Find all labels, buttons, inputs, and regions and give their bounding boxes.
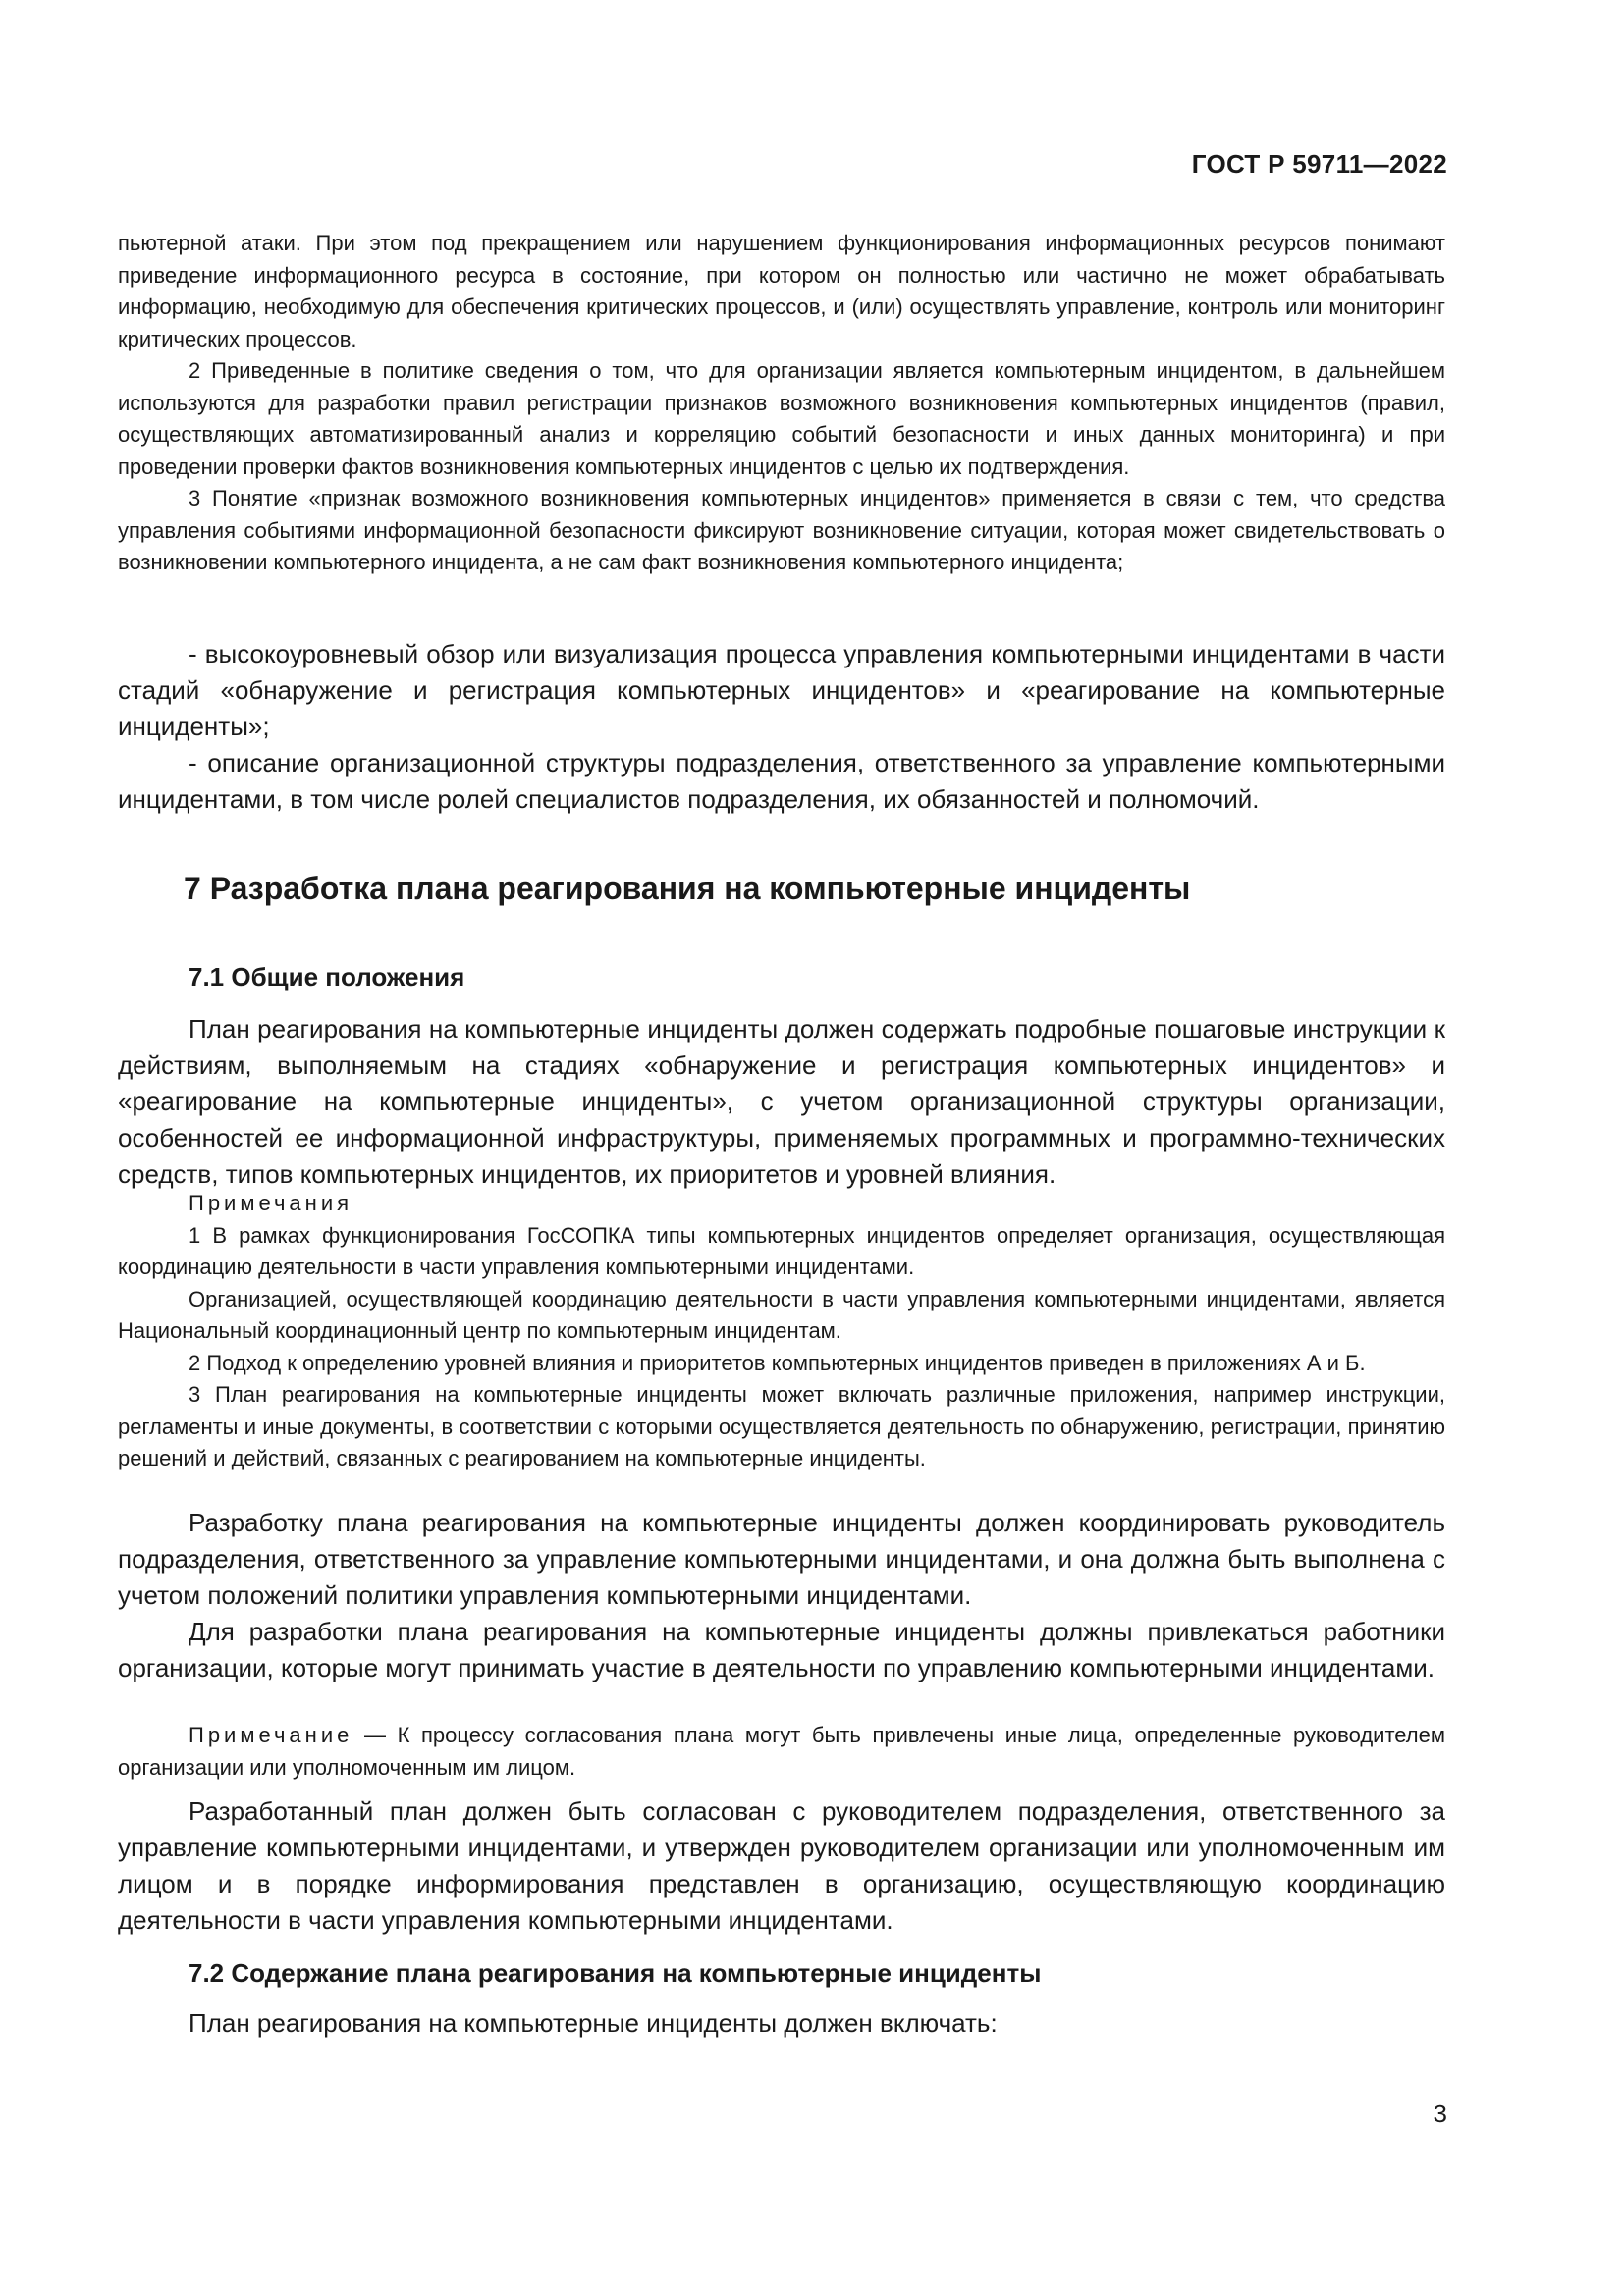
intro-notes <box>118 228 1445 579</box>
subsection-7-2-heading: 7.2 Содержание плана реагирования на компьютерные инциденты <box>189 1958 1042 1988</box>
paragraph-7-2-1: План реагирования на компьютерные инциденты должен включать: <box>189 2008 998 2038</box>
list-item: - описание организационной структуры подразделения, ответственного за управление компьютерными инцидентами, в том числе ролей специалистов подразделения, их обязанностей и полномочий. <box>118 748 1445 814</box>
notes-title: Примечания <box>189 1191 353 1215</box>
paragraph: Разработку плана реагирования на компьютерные инциденты должен координировать руководитель подразделения, ответственного за управление компьютерными инцидентами, и она должна быть выполнена с учетом положений политики управления компьютерными инцидентами. <box>118 1508 1445 1610</box>
note-item: Организацией, осуществляющей координацию деятельности в части управления компьютерными инцидентами, является Национальный координационный центр по компьютерным инцидентам. <box>118 1286 1445 1343</box>
subsection-7-1-heading: 7.1 Общие положения <box>189 962 465 991</box>
list-item: - высокоуровневый обзор или визуализация процесса управления компьютерными инцидентами в части стадий «обнаружение и регистрация компьютерных инцидентов» и «реагирование на компьютерные инциденты»; <box>118 639 1445 741</box>
paragraph: Для разработки плана реагирования на компьютерные инциденты должны привлекаться работники организации, которые могут принимать участие в деятельности по управлению компьютерными инцидентами. <box>118 1617 1445 1682</box>
note-item: 1 В рамках функционирования ГосСОПКА типы компьютерных инцидентов определяет организация, осуществляющая координацию деятельности в части управления компьютерными инцидентами. <box>118 1222 1445 1279</box>
paragraphs-7-1-2 <box>118 1505 1445 1686</box>
paragraph-7-1-1: План реагирования на компьютерные инциденты должен содержать подробные пошаговые инструкции к действиям, выполняемым на стадиях «обнаружение и регистрация компьютерных инцидентов» и «реагирование на компьютерные инциденты», с учетом организационной структуры организации, особенностей ее информационной инфраструктуры, применяемых программных и программно-технических средств, типов компьютерных инцидентов, их приоритетов и уровней влияния. <box>118 1014 1445 1189</box>
page-number: 3 <box>1433 2099 1447 2128</box>
note-single <box>118 1720 1445 1784</box>
document-number: ГОСТ Р 59711—2022 <box>1191 149 1447 179</box>
paragraph-7-1-4: Разработанный план должен быть согласован с руководителем подразделения, ответственного за управление компьютерными инцидентами, и утвержден руководителем организации или уполномоченным им лицом и в порядке информирования представлен в организацию, осуществляющую координацию деятельности в части управления компьютерными инцидентами. <box>118 1796 1445 1935</box>
note-item: 3 План реагирования на компьютерные инциденты может включать различные приложения, например инструкции, регламенты и иные документы, в соответствии с которыми осуществляется деятельность по обнаружению, регистрации, принятию решений и действий, связанных с реагированием на компьютерные инциденты. <box>118 1382 1445 1470</box>
note-label: Примечание <box>189 1723 353 1747</box>
note-item: 2 Подход к определению уровней влияния и приоритетов компьютерных инцидентов приведен в приложениях А и Б. <box>189 1350 1366 1375</box>
note-continuation: пьютерной атаки. При этом под прекращением или нарушением функционирования информационных ресурсов понимают приведение информационного ресурса в состояние, при котором он полностью или частично не может обрабатывать информацию, необходимую для обеспечения критических процессов, и (или) осуществлять управление, контроль или мониторинг критических процессов. <box>118 231 1445 351</box>
note-text: — К процессу согласования плана могут быть привлечены иные лица, определенные руководителем организации или уполномоченным им лицом. <box>118 1723 1445 1780</box>
section-7-heading: 7 Разработка плана реагирования на компьютерные инциденты <box>184 871 1191 906</box>
note-2: 2 Приведенные в политике сведения о том, что для организации является компьютерным инцидентом, в дальнейшем используются для разработки правил регистрации признаков возможного возникновения компьютерных инцидентов (правил, осуществляющих автоматизированный анализ и корреляцию событий безопасности и иных данных мониторинга) и при проведении проверки фактов возникновения компьютерных инцидентов с целью их подтверждения. <box>118 358 1445 479</box>
note-3: 3 Понятие «признак возможного возникновения компьютерных инцидентов» применяется в связи с тем, что средства управления событиями информационной безопасности фиксируют возникновение ситуации, которая может свидетельствовать о возникновении компьютерного инцидента, а не сам факт возникновения компьютерного инцидента; <box>118 486 1445 574</box>
notes-block <box>118 1188 1445 1475</box>
bullet-list <box>118 636 1445 818</box>
